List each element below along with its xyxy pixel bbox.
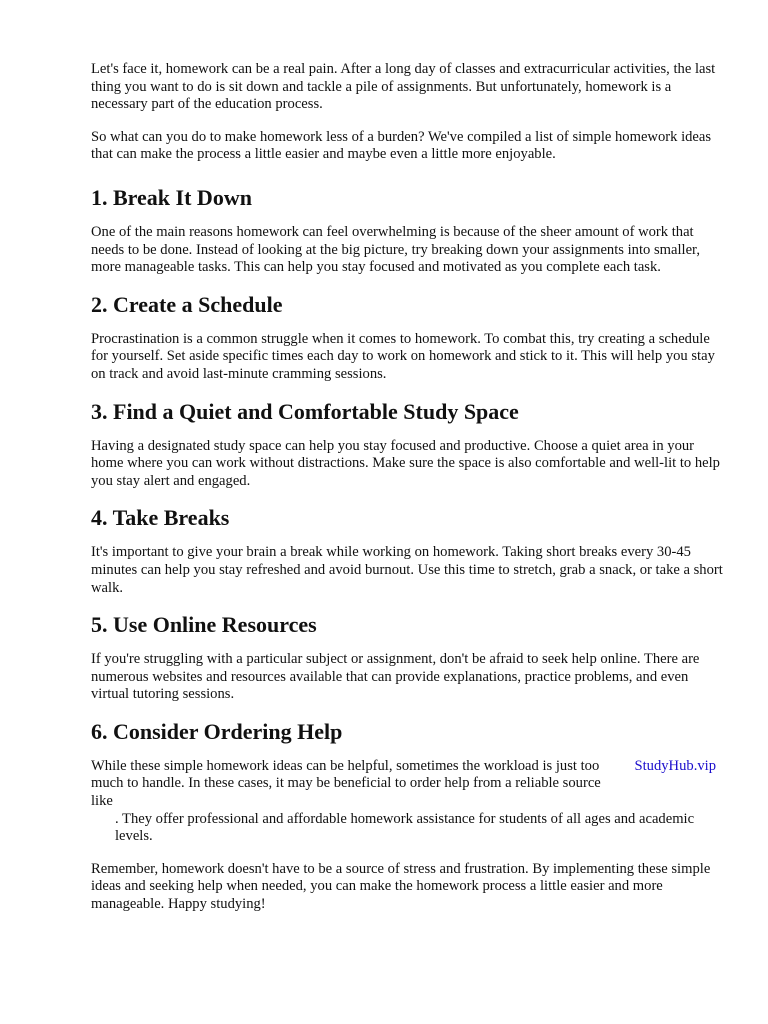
section-body [91,758,723,846]
section-body: Procrastination is a common struggle when it comes to homework. To combat this, try creating a schedule for yourself. Set aside specific times each day to work on homework and stick to it. This will help you stay on track and avoid last-minute cramming sessions. [91,330,715,382]
section-study-space [91,399,723,491]
body-after-link: . They offer professional and affordable homework assistance for students of all ages and academic levels. [115,810,695,845]
body-before-link-wrap [91,758,723,811]
document-page [91,61,723,914]
section-online-resources [91,612,723,704]
body-before-link: While these simple homework ideas can be helpful, sometimes the workload is just too much to handle. In these cases, it may be beneficial to order help from a reliable source like [91,757,601,810]
section-heading: 6. Consider Ordering Help [91,718,343,744]
section-take-breaks [91,505,723,597]
section-ordering-help [91,719,723,846]
section-heading: 4. Take Breaks [91,505,230,531]
section-break-it-down [91,185,723,277]
intro-paragraph-2: So what can you do to make homework less of a burden? We've compiled a list of simple homework ideas that can make the process a little easier and maybe even a little more enjoyable. [91,128,712,163]
studyhub-link[interactable]: StudyHub.vip [634,757,716,774]
section-heading: 5. Use Online Resources [91,612,317,638]
section-body: It's important to give your brain a break while working on homework. Taking short breaks every 30-45 minutes can help you stay refreshed and avoid burnout. Use this time to stretch, grab a snack, or take a short walk. [91,544,723,596]
section-heading: 1. Break It Down [91,184,252,210]
section-body: If you're struggling with a particular subject or assignment, don't be afraid to seek help online. There are numerous websites and resources available that can provide explanations, practice problems, and even virtual tutoring sessions. [91,651,700,703]
section-heading: 3. Find a Quiet and Comfortable Study Space [91,398,519,424]
section-body: Having a designated study space can help you stay focused and productive. Choose a quiet area in your home where you can work without distractions. Make sure the space is also comfortable and well-lit to help you stay alert and engaged. [91,437,720,489]
intro-paragraph-1: Let's face it, homework can be a real pain. After a long day of classes and extracurricular activities, the last thing you want to do is sit down and tackle a pile of assignments. But unfortunately, homework is a necessary part of the education process. [91,61,716,113]
closing-paragraph: Remember, homework doesn't have to be a source of stress and frustration. By implementing these simple ideas and seeking help when needed, you can make the homework process a little easier and more manageable. Happy studying! [91,860,711,913]
section-create-schedule [91,292,723,384]
section-heading: 2. Create a Schedule [91,291,283,317]
section-body: One of the main reasons homework can feel overwhelming is because of the sheer amount of work that needs to be done. Instead of looking at the big picture, try breaking down your assignments into smaller, more manageable tasks. This can help you stay focused and motivated as you complete each task. [91,223,700,276]
